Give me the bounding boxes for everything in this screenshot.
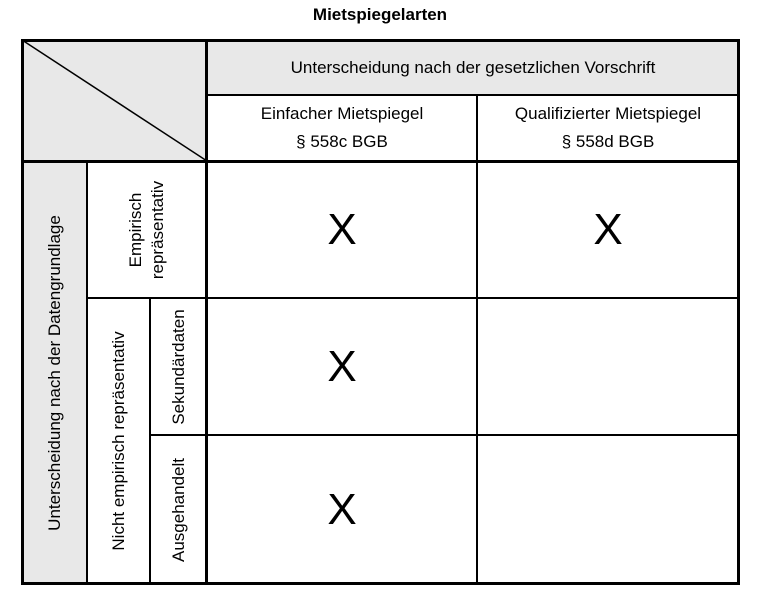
corner-diagonal [22,40,207,161]
column-header-qualifiziert-name: Qualifizierter Mietspiegel [514,104,702,123]
header-separator [21,160,740,163]
cell-empirisch-einfach [207,161,477,298]
border-left [21,39,24,585]
row-label-nicht-empirisch [87,298,150,584]
line-sublabel-divider [149,298,151,584]
line-column-divider [476,95,478,584]
column-header-qualifiziert-law: § 558d BGB [561,132,655,151]
row-label-empirisch-text [125,180,169,278]
diagram-title: Mietspiegelarten [312,5,448,24]
line-row2-bottom [150,434,739,436]
column-header-einfach-name: Einfacher Mietspiegel [260,104,424,123]
row-label-sekundaerdaten [150,298,207,435]
cell-ausgehandelt-einfach [207,435,477,584]
border-top [21,39,740,42]
row-label-nicht-empirisch-text: Nicht empirisch repräsentativ [108,331,128,551]
line-below-top-header [207,94,739,96]
mark-empirisch-einfach: X [327,204,357,254]
row-label-empirisch [87,161,207,298]
cell-ausgehandelt-qualifiziert [477,435,739,584]
column-header-einfach-law: § 558c BGB [296,132,388,151]
column-header-einfach [207,95,477,161]
outer-row-label: Unterscheidung nach der Datengrundlage [44,214,64,531]
border-bottom [21,582,740,585]
cell-sekundaerdaten-einfach [207,298,477,435]
column-header-qualifiziert [477,95,739,161]
mark-ausgehandelt-einfach: X [327,484,357,534]
row-label-sekundaerdaten-text: Sekundärdaten [168,308,188,425]
line-row1-bottom [87,297,739,299]
row-label-empirisch-line1: Empirisch [126,192,145,267]
row-label-ausgehandelt-text: Ausgehandelt [168,457,188,562]
top-header-cell [207,40,739,95]
outer-row-label-cell [22,161,87,584]
cell-empirisch-qualifiziert [477,161,739,298]
top-header-label: Unterscheidung nach der gesetzlichen Vorschrift [290,57,656,77]
row-label-ausgehandelt [150,435,207,584]
mark-empirisch-qualifiziert: X [593,204,623,254]
label-separator [205,39,208,585]
cell-sekundaerdaten-qualifiziert [477,298,739,435]
border-right [737,39,740,585]
line-outer-label-divider [86,161,88,584]
row-label-empirisch-line2: repräsentativ [148,180,167,279]
mark-sekundaerdaten-einfach: X [327,341,357,391]
